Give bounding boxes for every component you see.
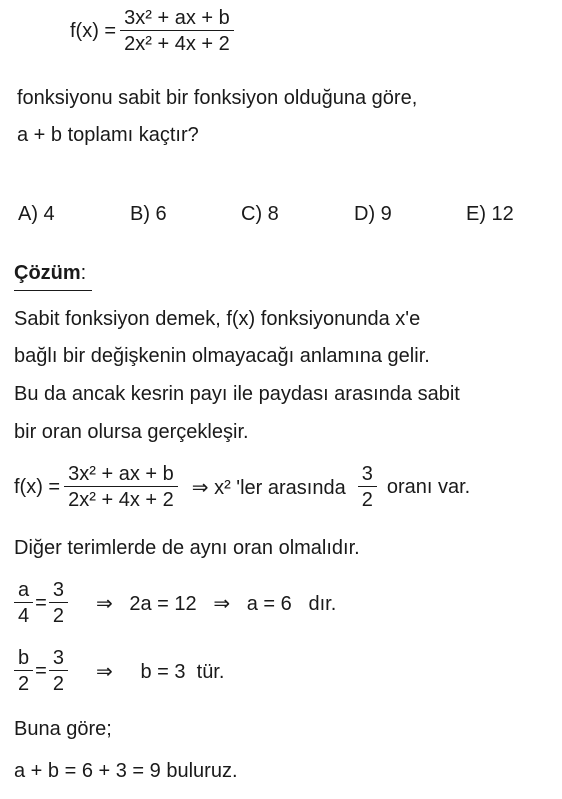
- a-result: ⇒ 2a = 12 ⇒ a = 6 dır.: [95, 592, 337, 615]
- b-denominator: 2: [18, 673, 30, 695]
- three-halves-fraction: [49, 580, 68, 626]
- solution-line6: Buna göre;: [14, 718, 112, 740]
- heading-underline: [14, 290, 92, 291]
- equation-ratio: [14, 464, 470, 510]
- function-label: f(x) =: [70, 19, 117, 42]
- ratio-denominator: 2: [361, 489, 373, 511]
- solution-line3: Bu da ancak kesrin payı ile paydası arasında sabit: [14, 383, 460, 405]
- solution-line1: Sabit fonksiyon demek, f(x) fonksiyonunda x'e: [14, 308, 421, 330]
- a-numerator: a: [14, 580, 33, 603]
- ratio-fraction: [358, 464, 377, 510]
- b-fraction: [14, 648, 33, 694]
- question-text-line2: a + b toplamı kaçtır?: [17, 124, 199, 146]
- question-formula: [70, 8, 234, 54]
- solution-line5: Diğer terimlerde de aynı oran olmalıdır.: [14, 537, 360, 559]
- choice-c: C) 8: [241, 203, 279, 225]
- solution-heading: [14, 262, 86, 285]
- solution-colon: :: [80, 262, 87, 284]
- choice-a: A) 4: [18, 203, 55, 225]
- solution-title: Çözüm: [14, 262, 81, 284]
- equals-sign: =: [35, 659, 47, 682]
- fraction-numerator: 3x² + ax + b: [64, 464, 178, 487]
- function-label: f(x) =: [14, 475, 61, 498]
- solution-fraction: [64, 464, 178, 510]
- ratio-text: ⇒ x² 'ler arasında: [191, 476, 346, 499]
- a-fraction: [14, 580, 33, 626]
- choice-b: B) 6: [130, 203, 167, 225]
- solution-line2: bağlı bir değişkenin olmayacağı anlamına gelir.: [14, 345, 430, 367]
- solution-line4: bir oran olursa gerçekleşir.: [14, 421, 249, 443]
- rhs-denominator: 2: [52, 673, 64, 695]
- three-halves-fraction: [49, 648, 68, 694]
- rhs-numerator: 3: [49, 580, 68, 603]
- rhs-numerator: 3: [49, 648, 68, 671]
- final-answer: a + b = 6 + 3 = 9 buluruz.: [14, 760, 238, 782]
- b-numerator: b: [14, 648, 33, 671]
- equation-a: [14, 580, 336, 626]
- question-text-line1: fonksiyonu sabit bir fonksiyon olduğuna göre,: [17, 87, 418, 109]
- ratio-numerator: 3: [358, 464, 377, 487]
- choice-e: E) 12: [466, 203, 514, 225]
- fraction-denominator: 2x² + 4x + 2: [68, 489, 174, 511]
- a-denominator: 4: [18, 605, 30, 627]
- choice-d: D) 9: [354, 203, 392, 225]
- ratio-tail: oranı var.: [386, 475, 471, 498]
- fraction-numerator: 3x² + ax + b: [120, 8, 234, 31]
- equals-sign: =: [35, 591, 47, 614]
- b-result: ⇒ b = 3 tür.: [95, 660, 225, 683]
- question-fraction: [120, 8, 234, 54]
- fraction-denominator: 2x² + 4x + 2: [124, 33, 230, 55]
- equation-b: [14, 648, 224, 694]
- rhs-denominator: 2: [52, 605, 64, 627]
